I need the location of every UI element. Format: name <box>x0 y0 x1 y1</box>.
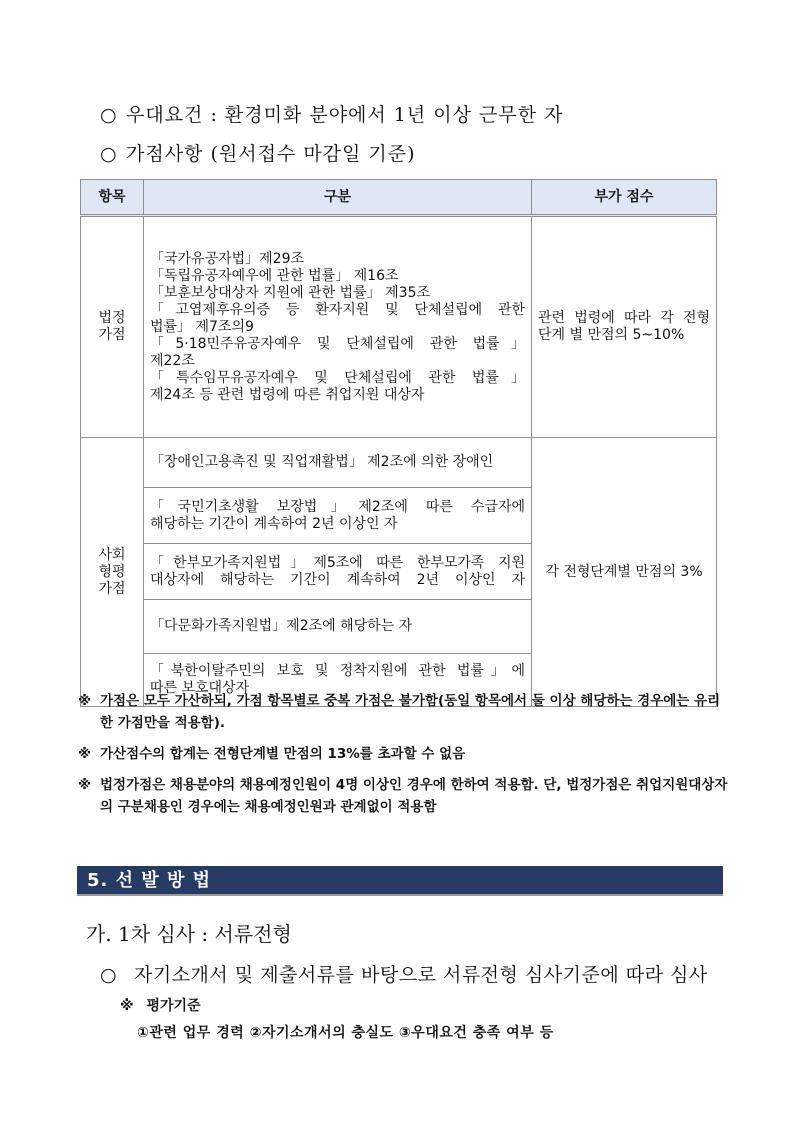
social-line: 해당하는 기간이 계속하여 2년 이상인 자 <box>150 515 398 532</box>
legal-line: 「국가유공자법」제29조 <box>150 250 305 267</box>
category-line: 사회 <box>98 546 126 563</box>
header-category: 구분 <box>144 180 532 216</box>
legal-line: 「특수임무유공자예우 및 단체설립에 관한 법률」 <box>150 369 525 386</box>
social-item <box>144 438 532 488</box>
social-item <box>144 600 532 654</box>
social-line: 따른 보호대상자 <box>150 680 250 696</box>
social-line: 「국민기초생활 보장법」제2조에 따른 수급자에 <box>150 498 525 515</box>
social-line: 「다문화가족지원법」제2조에 해당하는 자 <box>150 618 413 634</box>
reference-mark: ※ <box>78 693 92 709</box>
step1-bullet-text: 자기소개서 및 제출서류를 바탕으로 서류전형 심사기준에 따라 심사 <box>134 964 708 986</box>
criteria-title <box>120 995 201 1015</box>
step1-bullet-line <box>100 960 708 987</box>
note-text: 가점은 모두 가산하되, 가점 항목별로 중복 가점은 불가함(동일 항목에서 둘 이상 해당하는 경우에는 유리한 가점만을 적용함). <box>100 693 721 731</box>
category-line: 형평 <box>98 563 126 580</box>
reference-mark: ※ <box>78 746 92 762</box>
notes-block <box>78 690 728 827</box>
legal-bonus-category <box>81 216 144 438</box>
preferred-condition-text: 우대요건 : 환경미화 분야에서 1년 이상 근무한 자 <box>126 104 564 126</box>
bonus-points-text: 가점사항 (원서접수 마감일 기준) <box>126 143 416 165</box>
criteria-items: ①관련 업무 경력 ②자기소개서의 충실도 ③우대요건 충족 여부 등 <box>137 1025 554 1041</box>
social-item <box>144 488 532 544</box>
social-item <box>144 544 532 600</box>
social-line: 「장애인고용촉진 및 직업재활법」 제2조에 의한 장애인 <box>150 454 494 470</box>
bonus-points-line <box>100 139 416 166</box>
note-item <box>78 743 728 765</box>
note-item <box>78 690 728 734</box>
reference-mark: ※ <box>120 998 134 1014</box>
reference-mark: ※ <box>78 777 92 793</box>
legal-bonus-extra <box>532 216 717 438</box>
legal-line: 「고엽제후유의증 등 환자지원 및 단체설립에 관한 <box>150 301 525 318</box>
header-extra-points: 부가 점수 <box>532 180 717 216</box>
legal-bonus-description <box>144 216 532 438</box>
legal-line: 제22조 <box>150 352 195 369</box>
bonus-points-table <box>80 179 717 707</box>
note-text: 가산점수의 합계는 전형단계별 만점의 13%를 초과할 수 없음 <box>100 746 466 762</box>
section-title-bar: 5. 선 발 방 법 <box>77 866 723 896</box>
legal-line: 「독립유공자예우에 관한 법률」 제16조 <box>150 267 399 284</box>
circle-bullet: ○ <box>100 104 118 126</box>
preferred-condition-line <box>100 100 564 127</box>
extra-line: 관련 법령에 따라 각 전형 <box>538 310 710 326</box>
social-line: 「한부모가족지원법」제5조에 따른 한부모가족 지원 <box>150 554 525 571</box>
category-line: 가점 <box>98 327 126 343</box>
social-bonus-extra: 각 전형단계별 만점의 3% <box>532 438 717 707</box>
social-line: 「북한이탈주민의 보호 및 정착지원에 관한 법률」에 <box>150 663 525 679</box>
legal-line: 「보훈보상대상자 지원에 관한 법률」 제35조 <box>150 284 430 301</box>
note-text: 법정가점은 채용분야의 채용예정인원이 4명 이상인 경우에 한하여 적용함. 단, 법정가점은 취업지원대상자의 구분채용인 경우에는 채용예정인원과 관계없이 적용함 <box>100 777 728 815</box>
social-line: 대상자에 해당하는 기간이 계속하여 2년 이상인 자 <box>150 571 525 588</box>
legal-line: 제24조 등 관련 법령에 따른 취업지원 대상자 <box>150 386 425 403</box>
step1-title: 가. 1차 심사 : 서류전형 <box>86 922 292 946</box>
category-line: 가점 <box>98 580 126 597</box>
table-header-row <box>81 180 717 216</box>
extra-line: 단계 별 만점의 5~10% <box>538 327 685 343</box>
legal-line: 「5·18민주유공자예우 및 단체설립에 관한 법률」 <box>150 335 525 352</box>
category-line: 법정 <box>98 310 126 326</box>
legal-bonus-row <box>81 216 717 438</box>
legal-line: 법률」 제7조의9 <box>150 318 254 335</box>
circle-bullet: ○ <box>100 964 118 986</box>
criteria-title-text: 평가기준 <box>146 998 201 1014</box>
header-item: 항목 <box>81 180 144 216</box>
circle-bullet: ○ <box>100 143 118 165</box>
social-bonus-row-1 <box>81 438 717 488</box>
social-bonus-category <box>81 438 144 707</box>
note-item <box>78 774 728 818</box>
